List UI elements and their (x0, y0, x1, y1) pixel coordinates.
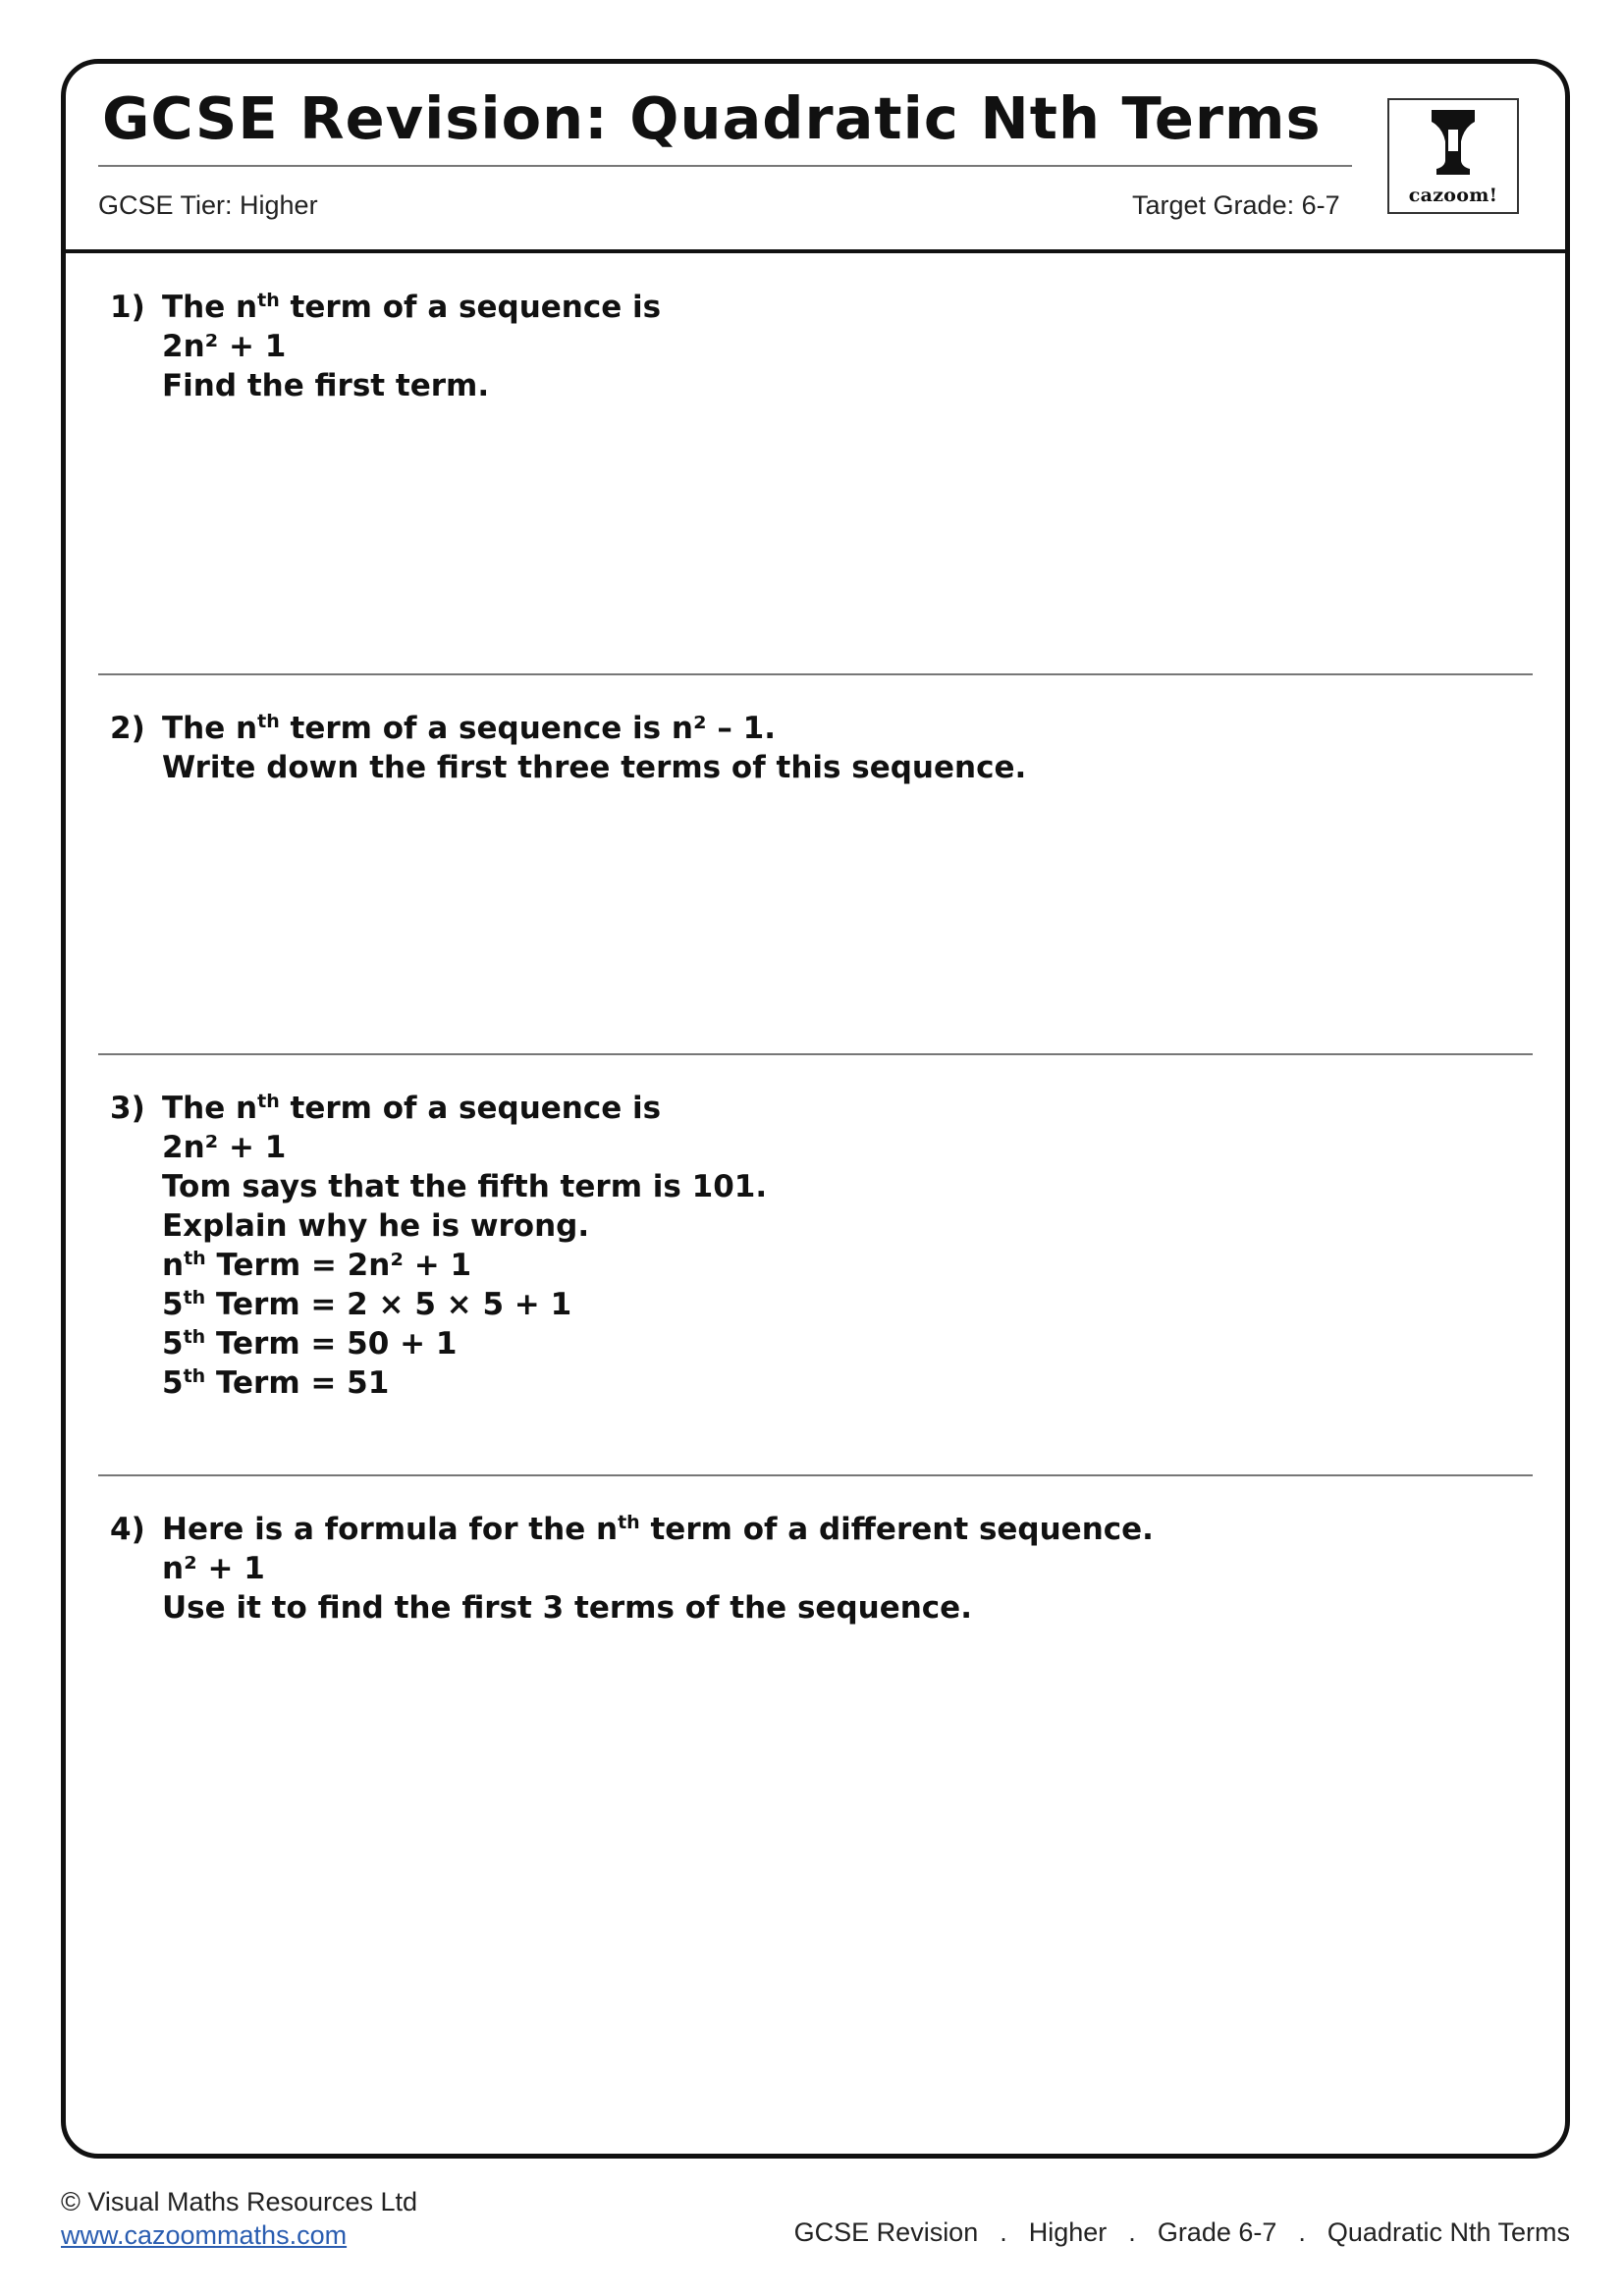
question-line: Use it to find the first 3 terms of the sequence. (162, 1590, 972, 1626)
title-divider (98, 165, 1352, 167)
footer-breadcrumb (794, 2217, 1570, 2248)
cazoom-logo (1387, 98, 1519, 214)
question-line: Write down the first three terms of this sequence. (162, 750, 1027, 785)
page-title: GCSE Revision: Quadratic Nth Terms (102, 84, 1322, 152)
working-line: 5th Term = 50 + 1 (162, 1326, 458, 1362)
breadcrumb-item: Grade 6-7 (1157, 2217, 1277, 2247)
copyright-text: © Visual Maths Resources Ltd (61, 2187, 418, 2216)
question-2 (110, 709, 1026, 787)
question-line: Explain why he is wrong. (162, 1208, 590, 1244)
target-grade-label: Target Grade: 6-7 (1132, 190, 1340, 220)
breadcrumb-item: GCSE Revision (793, 2217, 979, 2247)
question-divider (98, 673, 1533, 675)
working-line: 5th Term = 51 (162, 1365, 390, 1401)
question-number: 2) (110, 711, 145, 746)
question-divider (98, 1474, 1533, 1476)
header-divider (66, 249, 1565, 253)
question-divider (98, 1053, 1533, 1055)
working-line: 5th Term = 2 × 5 × 5 + 1 (162, 1287, 572, 1322)
question-4 (110, 1510, 1154, 1628)
cazoom-logo-icon (1429, 108, 1478, 177)
breadcrumb-separator: . (1298, 2217, 1306, 2247)
website-link[interactable]: www.cazoommaths.com (61, 2220, 348, 2250)
question-line: Find the first term. (162, 368, 490, 403)
question-line: 2n² + 1 (162, 329, 287, 364)
working-line: $n^{th}$ Term = 2n² + 1 (162, 1248, 472, 1283)
footer-credits (61, 2185, 417, 2252)
breadcrumb-separator: . (1000, 2217, 1007, 2247)
question-line: n² + 1 (162, 1551, 265, 1586)
question-number: 4) (110, 1512, 145, 1547)
breadcrumb-item: Higher (1028, 2217, 1108, 2247)
logo-text: cazoom! (1408, 185, 1498, 206)
tier-label: GCSE Tier: Higher (98, 190, 318, 220)
question-line: The $n^{th}$ term of a sequence is n² – 1. (162, 711, 776, 746)
question-line: The $n^{th}$ term of a sequence is (162, 1091, 662, 1126)
question-1 (110, 288, 661, 405)
question-line: Tom says that the fifth term is 101. (162, 1169, 768, 1204)
breadcrumb-separator: . (1128, 2217, 1136, 2247)
question-line: Here is a formula for the $n^{th}$ term of a different sequence. (162, 1512, 1154, 1547)
question-number: 1) (110, 290, 145, 325)
question-3 (110, 1089, 767, 1403)
breadcrumb-item: Quadratic Nth Terms (1326, 2217, 1570, 2247)
question-line: The $n^{th}$ term of a sequence is (162, 290, 662, 325)
question-number: 3) (110, 1091, 145, 1126)
question-line: 2n² + 1 (162, 1130, 287, 1165)
